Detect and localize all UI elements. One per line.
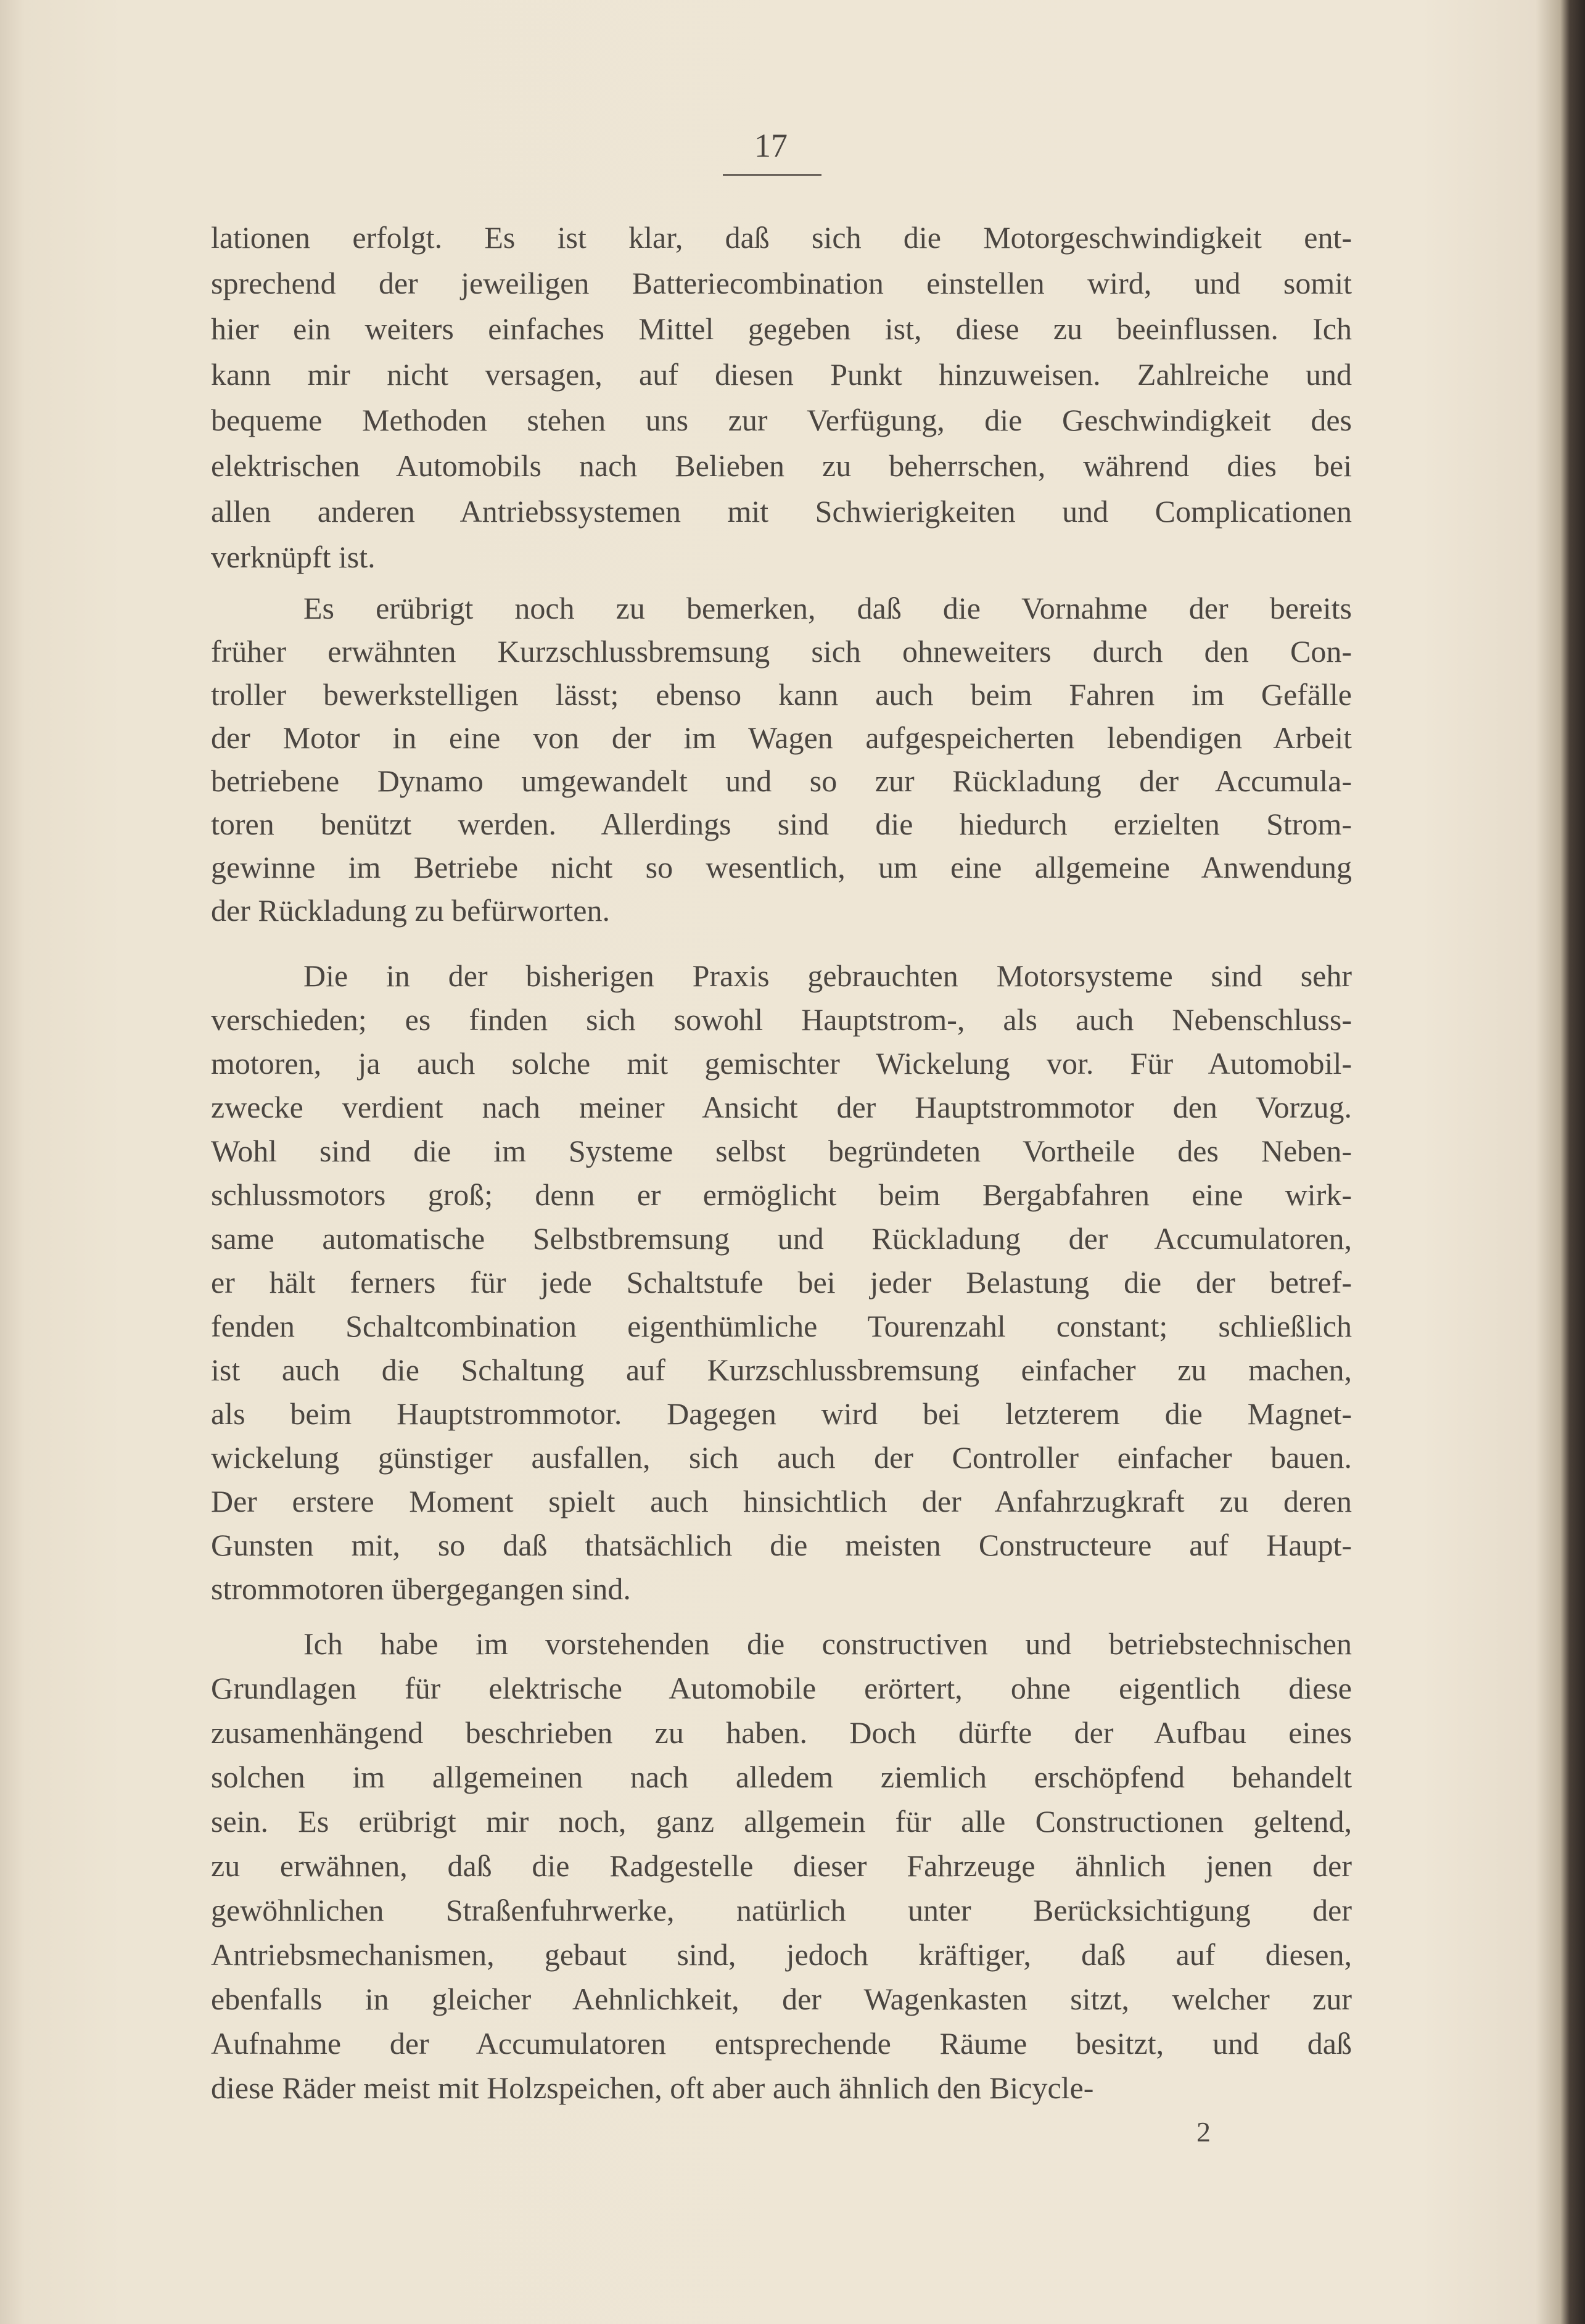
- signature-mark: 2: [1196, 2116, 1211, 2148]
- paragraph-2: [211, 587, 1352, 932]
- paragraph-3: [211, 954, 1352, 1611]
- text-line: ist auch die Schaltung auf Kurzschlussbremsung einfacher zu machen,: [211, 1353, 1352, 1387]
- text-line: allen anderen Antriebssystemen mit Schwierigkeiten und Complicationen: [211, 494, 1352, 529]
- text-line: hier ein weiters einfaches Mittel gegeben ist, diese zu beeinflussen. Ich: [211, 311, 1352, 346]
- page-number-rule: [723, 174, 821, 176]
- text-line: er hält ferners für jede Schaltstufe bei jeder Belastung die der betref-: [211, 1265, 1352, 1300]
- text-line: toren benützt werden. Allerdings sind die hiedurch erzielten Strom-: [211, 807, 1352, 841]
- text-line: diese Räder meist mit Holzspeichen, oft aber auch ähnlich den Bicycle-: [211, 2071, 1094, 2105]
- text-line: solchen im allgemeinen nach alledem ziemlich erschöpfend behandelt: [211, 1760, 1352, 1794]
- text-line: verknüpft ist.: [211, 540, 376, 574]
- text-line: troller bewerkstelligen lässt; ebenso kann auch beim Fahren im Gefälle: [211, 677, 1352, 712]
- text-line: Es erübrigt noch zu bemerken, daß die Vornahme der bereits: [303, 591, 1352, 625]
- text-line: Die in der bisherigen Praxis gebrauchten Motorsysteme sind sehr: [303, 958, 1352, 993]
- text-line: Grundlagen für elektrische Automobile erörtert, ohne eigentlich diese: [211, 1671, 1352, 1705]
- paragraph-4: [211, 1621, 1352, 2110]
- text-line: Aufnahme der Accumulatoren entsprechende Räume besitzt, und daß: [211, 2026, 1352, 2061]
- text-line: als beim Hauptstrommotor. Dagegen wird bei letzterem die Magnet-: [211, 1396, 1352, 1431]
- text-line: früher erwähnten Kurzschlussbremsung sich ohneweiters durch den Con-: [211, 634, 1352, 669]
- text-line: betriebene Dynamo umgewandelt und so zur Rückladung der Accumula-: [211, 764, 1352, 798]
- text-line: elektrischen Automobils nach Belieben zu beherrschen, während dies bei: [211, 448, 1352, 483]
- text-line: ebenfalls in gleicher Aehnlichkeit, der Wagenkasten sitzt, welcher zur: [211, 1982, 1352, 2016]
- text-line: lationen erfolgt. Es ist klar, daß sich die Motorgeschwindigkeit ent-: [211, 220, 1352, 255]
- paragraph-1: [211, 215, 1352, 580]
- text-line: kann mir nicht versagen, auf diesen Punkt hinzuweisen. Zahlreiche und: [211, 357, 1352, 392]
- text-line: Antriebsmechanismen, gebaut sind, jedoch kräftiger, daß auf diesen,: [211, 1937, 1352, 1972]
- text-line: zu erwähnen, daß die Radgestelle dieser Fahrzeuge ähnlich jenen der: [211, 1848, 1352, 1883]
- text-line: der Motor in eine von der im Wagen aufgespeicherten lebendigen Arbeit: [211, 720, 1352, 755]
- text-line: Der erstere Moment spielt auch hinsichtlich der Anfahrzugkraft zu deren: [211, 1484, 1352, 1518]
- text-line: fenden Schaltcombination eigenthümliche Tourenzahl constant; schließlich: [211, 1309, 1352, 1343]
- text-line: der Rückladung zu befürworten.: [211, 893, 610, 928]
- text-line: motoren, ja auch solche mit gemischter Wickelung vor. Für Automobil-: [211, 1046, 1352, 1081]
- text-line: sein. Es erübrigt mir noch, ganz allgemein für alle Constructionen geltend,: [211, 1804, 1352, 1839]
- text-line: wickelung günstiger ausfallen, sich auch der Controller einfacher bauen.: [211, 1440, 1352, 1475]
- text-line: verschieden; es finden sich sowohl Hauptstrom-, als auch Nebenschluss-: [211, 1002, 1352, 1037]
- text-line: same automatische Selbstbremsung und Rückladung der Accumulatoren,: [211, 1221, 1352, 1256]
- text-line: gewinne im Betriebe nicht so wesentlich, um eine allgemeine Anwendung: [211, 850, 1352, 884]
- text-line: gewöhnlichen Straßenfuhrwerke, natürlich unter Berücksichtigung der: [211, 1893, 1352, 1927]
- page-number: 17: [754, 127, 788, 164]
- text-line: zwecke verdient nach meiner Ansicht der Hauptstrommotor den Vorzug.: [211, 1090, 1352, 1124]
- text-line: Gunsten mit, so daß thatsächlich die meisten Constructeure auf Haupt-: [211, 1528, 1352, 1562]
- text-line: zusamenhängend beschrieben zu haben. Doch dürfte der Aufbau eines: [211, 1715, 1352, 1750]
- text-line: Ich habe im vorstehenden die constructiven und betriebstechnischen: [303, 1626, 1352, 1661]
- text-line: strommotoren übergegangen sind.: [211, 1572, 631, 1606]
- text-line: sprechend der jeweiligen Batteriecombination einstellen wird, und somit: [211, 266, 1352, 300]
- text-line: Wohl sind die im Systeme selbst begründeten Vortheile des Neben-: [211, 1134, 1352, 1168]
- text-line: bequeme Methoden stehen uns zur Verfügung, die Geschwindigkeit des: [211, 403, 1352, 437]
- text-line: schlussmotors groß; denn er ermöglicht beim Bergabfahren eine wirk-: [211, 1177, 1352, 1212]
